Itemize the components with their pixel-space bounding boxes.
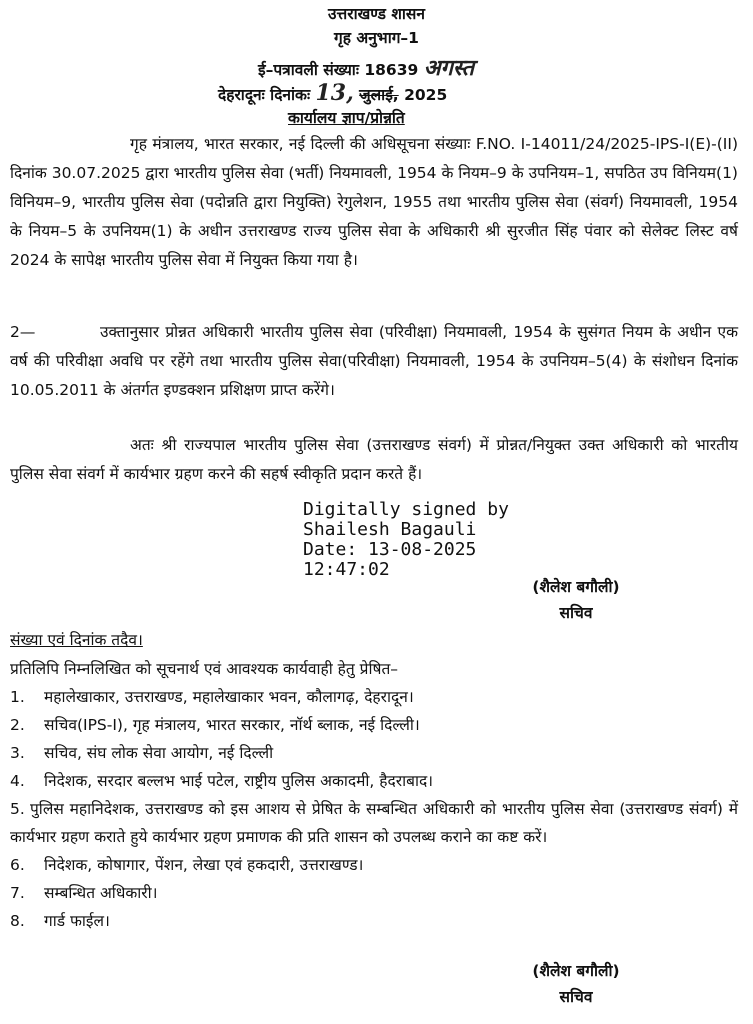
list-item — [10, 879, 738, 907]
list-item-number: 4. — [10, 772, 25, 790]
file-number — [258, 52, 474, 82]
list-item — [10, 739, 738, 767]
list-item-number: 3. — [10, 744, 25, 762]
list-item — [10, 907, 738, 935]
subject-heading — [288, 106, 405, 128]
list-item-number: 1. — [10, 688, 25, 706]
digital-signature-line2: Shailesh Bagauli — [303, 519, 477, 540]
signatory-block-bottom — [486, 958, 666, 1010]
list-item-text: सचिव(IPS-I), गृह मंत्रालय, भारत सरकार, नॉर्थ ब्लाक, नई दिल्ली। — [44, 716, 420, 734]
signatory-name: (शैलेश बगौली) — [532, 578, 620, 596]
date-day-handwritten: 13, — [315, 80, 354, 106]
list-item-number: 7. — [10, 884, 25, 902]
signatory-name: (शैलेश बगौली) — [532, 962, 620, 980]
issue-date — [218, 80, 447, 106]
signatory-block — [486, 574, 666, 626]
list-item — [10, 767, 738, 795]
copy-reference-text: संख्या एवं दिनांक तदैव। — [10, 631, 143, 649]
digital-signature-block — [303, 500, 509, 580]
paragraph-1: गृह मंत्रालय, भारत सरकार, नई दिल्ली की अधिसूचना संख्याः F.NO. I-14011/24/2025-IPS-I(E)-(II) दिनांक 30.07.2025 द्वारा भारतीय पुलिस सेवा (भर्ती) नियमावली, 1954 के नियम–9 के उपनियम–1, सपठित उप विनियम(1) विनियम–9, भारतीय पुलिस सेवा (पदोन्नति द्वारा नियुक्ति) रेगुलेशन, 1955 तथा भारतीय पुलिस सेवा (संवर्ग) नियमावली, 1954 के नियम–5 के उपनियम(1) के अधीन उत्तराखण्ड राज्य पुलिस सेवा के अधिकारी श्री सुरजीत सिंह पंवार को सेलेक्ट लिस्ट वर्ष 2024 के सापेक्ष भारतीय पुलिस सेवा में नियुक्त किया गया है। — [10, 135, 738, 269]
list-item-text: महालेखाकार, उत्तराखण्ड, महालेखाकार भवन, कौलागढ़, देहरादून। — [44, 688, 414, 706]
date-year: 2025 — [404, 86, 448, 104]
list-item-text: गार्ड फाईल। — [44, 912, 110, 930]
list-item-text: निदेशक, कोषागार, पेंशन, लेखा एवं हकदारी, उत्तराखण्ड। — [44, 856, 364, 874]
digital-signature-line1: Digitally signed by — [303, 499, 509, 520]
government-name: उत्तराखण्ड शासन — [328, 5, 425, 23]
date-label: देहरादूनः दिनांकः — [218, 86, 311, 104]
list-item-text: निदेशक, सरदार बल्लभ भाई पटेल, राष्ट्रीय पुलिस अकादमी, हैदराबाद। — [44, 772, 434, 790]
file-number-handwritten: अगस्त — [423, 55, 474, 81]
copy-intro: प्रतिलिपि निम्नलिखित को सूचनार्थ एवं आवश्यक कार्यवाही हेतु प्रेषित– — [10, 660, 399, 678]
file-number-label: ई–पत्रावली संख्याः 18639 — [258, 61, 419, 79]
list-item — [10, 683, 738, 711]
list-item-number: 6. — [10, 856, 25, 874]
paragraph-3: अतः श्री राज्यपाल भारतीय पुलिस सेवा (उत्तराखण्ड संवर्ग) में प्रोन्नत/नियुक्त उक्त अधिकारी को भारतीय पुलिस सेवा संवर्ग में कार्यभार ग्रहण करने की सहर्ष स्वीकृति प्रदान करते हैं। — [10, 436, 738, 483]
list-item-text: सम्बन्धित अधिकारी। — [44, 884, 158, 902]
paragraph-2 — [10, 318, 738, 405]
digital-signature-line4: 12:47:02 — [303, 559, 390, 580]
subject-text: कार्यालय ज्ञाप/प्रोन्नति — [288, 109, 405, 127]
list-item — [10, 851, 738, 879]
digital-signature-line3: Date: 13-08-2025 — [303, 539, 477, 560]
list-item-text: पुलिस महानिदेशक, उत्तराखण्ड को इस आशय से प्रेषित के सम्बन्धित अधिकारी को भारतीय पुलिस सेवा (उत्तराखण्ड संवर्ग) में कार्यभार ग्रहण कराते हुये कार्यभार ग्रहण प्रमाणक की प्रति शासन को उपलब्ध कराने का कष्ट करें। — [10, 800, 738, 846]
paragraph-2-text: उक्तानुसार प्रोन्नत अधिकारी भारतीय पुलिस सेवा (परिवीक्षा) नियमावली, 1954 के सुसंगत नियम के अधीन एक वर्ष की परिवीक्षा अवधि पर रहेंगे तथा भारतीय पुलिस सेवा(परिवीक्षा) नियमावली, 1954 के उपनियम–5(4) के संशोधन दिनांक 10.05.2011 के अंतर्गत इण्डक्शन प्रशिक्षण प्राप्त करेंगे। — [10, 323, 738, 399]
date-month-struck: जुलाई, — [359, 86, 399, 104]
list-item-number: 2. — [10, 716, 25, 734]
signatory-designation: सचिव — [559, 988, 593, 1006]
paragraph-2-number: 2— — [10, 323, 36, 341]
signatory-designation: सचिव — [559, 604, 593, 622]
list-item — [10, 711, 738, 739]
copy-recipients-list — [10, 683, 738, 935]
list-item-text: सचिव, संघ लोक सेवा आयोग, नई दिल्ली — [44, 744, 274, 762]
copy-reference — [10, 628, 143, 650]
list-item — [10, 795, 738, 851]
list-item-number: 8. — [10, 912, 25, 930]
department-name: गृह अनुभाग–1 — [334, 29, 419, 47]
list-item-number: 5. — [10, 800, 25, 818]
